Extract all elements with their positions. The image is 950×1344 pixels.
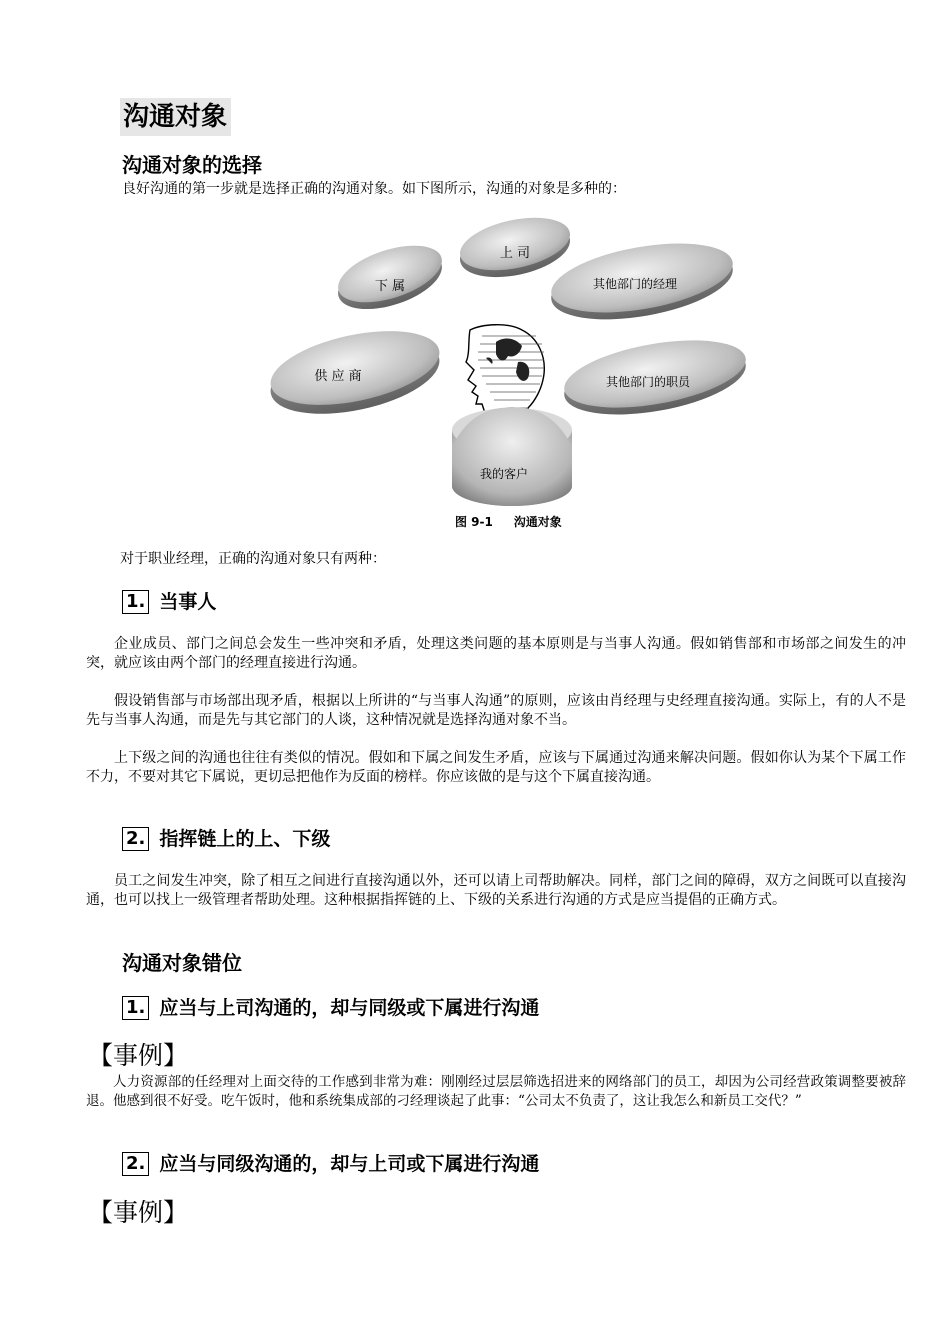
disc-boss: [455, 209, 575, 286]
disc-other-managers: [546, 231, 738, 331]
label-customer: 我的客户: [479, 467, 529, 481]
item1-paragraph-1: 企业成员、部门之间总会发生一些冲突和矛盾，处理这类问题的基本原则是与当事人沟通。假如销售部和市场部之间发生的冲突，就应该由两个部门的经理直接进行沟通。: [86, 636, 906, 671]
communication-targets-figure: [260, 208, 691, 508]
label-boss: 上 司: [499, 246, 531, 261]
figure-caption: 图 9-1 沟通对象: [455, 515, 562, 529]
item2-heading: [122, 826, 330, 852]
item1-number: 1.: [122, 590, 149, 614]
case2-example-label: 【事例】: [88, 1198, 189, 1227]
intro-paragraph: 良好沟通的第一步就是选择正确的沟通对象。如下图所示，沟通的对象是多种的：: [122, 181, 626, 197]
cylinder-customer: [452, 408, 572, 506]
case1-number: 1.: [122, 996, 149, 1020]
item2-number: 2.: [122, 827, 149, 851]
case2-title: 应当与同级沟通的，却与上司或下属进行沟通: [159, 1153, 540, 1175]
subsection-title-selection: 沟通对象的选择: [122, 153, 262, 177]
label-subordinate: 下 属: [374, 279, 406, 294]
item2-paragraph-1: 员工之间发生冲突，除了相互之间进行直接沟通以外，还可以请上司帮助解决。同样，部门之间的障碍，双方之间既可以直接沟通，也可以找上一级管理者帮助处理。这种根据指挥链的上、下级的关系进行沟通的方式是应当提倡的正确方式。: [86, 873, 906, 908]
label-other-managers: 其他部门的经理: [592, 277, 678, 291]
after-figure-text: 对于职业经理，正确的沟通对象只有两种：: [120, 551, 386, 567]
item1-paragraph-2: 假设销售部与市场部出现矛盾，根据以上所讲的“与当事人沟通”的原则，应该由肖经理与史经理直接沟通。实际上，有的人不是先与当事人沟通，而是先与其它部门的人谈，这种情况就是选择沟通对象不当。: [86, 693, 906, 728]
disc-subordinate: [331, 234, 449, 320]
case1-heading: [122, 995, 539, 1021]
case2-number: 2.: [122, 1152, 149, 1176]
subsection-title-misplacement: 沟通对象错位: [122, 951, 242, 975]
label-supplier: 供 应 商: [314, 369, 362, 384]
item1-paragraph-3: 上下级之间的沟通也往往有类似的情况。假如和下属之间发生矛盾，应该与下属通过沟通来解决问题。假如你认为某个下属工作不力，不要对其它下属说，更切忌把他作为反面的榜样。你应该做的是与这个下属直接沟通。: [86, 750, 906, 785]
item1-title: 当事人: [159, 591, 217, 613]
case2-heading: [122, 1151, 539, 1177]
item1-heading: [122, 589, 216, 615]
item2-title: 指挥链上的上、下级: [159, 828, 331, 850]
case1-example-label: 【事例】: [88, 1041, 189, 1070]
section-title: 沟通对象: [120, 98, 231, 136]
disc-other-staff: [559, 328, 751, 426]
label-other-staff: 其他部门的职员: [605, 375, 691, 389]
case1-text: 人力资源部的任经理对上面交待的工作感到非常为难：刚刚经过层层筛选招进来的网络部门的员工，却因为公司经营政策调整要被辞退。他感到很不好受。吃午饭时，他和系统集成部的刁经理谈起了此事：“公司太不负责了，这让我怎么和新员工交代？”: [86, 1074, 906, 1109]
case1-title: 应当与上司沟通的，却与同级或下属进行沟通: [159, 997, 540, 1019]
disc-supplier: [264, 318, 446, 427]
